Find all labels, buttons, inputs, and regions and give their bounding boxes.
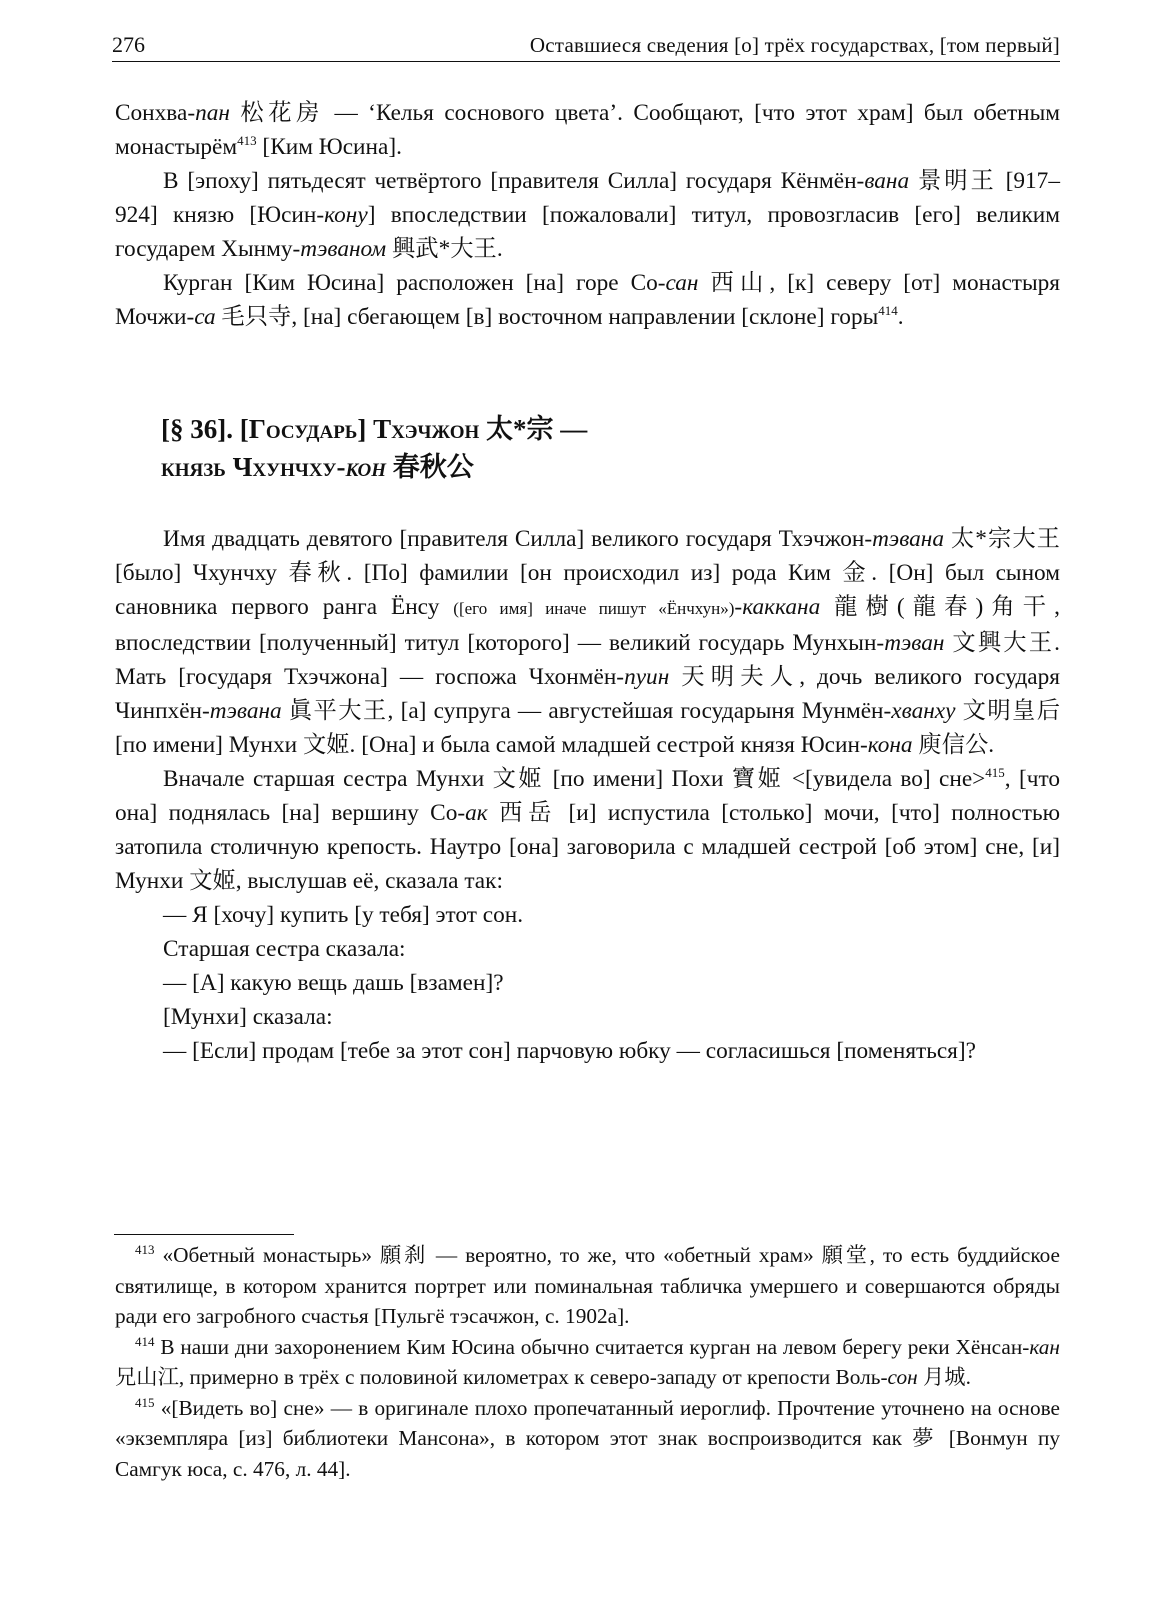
footnote-415 (115, 1393, 1060, 1485)
text-run: 龍樹(龍春)角干, впоследствии [полученный] титул [которого] — великий государь Мунхын- (115, 594, 1060, 656)
text-run: 天明夫人, дочь великого государя Чинпхён- (115, 664, 1061, 724)
dialogue-line: — Я [хочу] купить [у тебя] этот сон. (163, 902, 524, 928)
italic-term: кан (1029, 1334, 1060, 1359)
heading-line (161, 448, 1060, 486)
text-run: [Ким Юсина]. (256, 134, 402, 160)
italic-term: кона (867, 732, 913, 758)
footnote-text: В наши дни захоронением Ким Юсина обычно считается курган на левом берегу реки Хёнсан- (154, 1334, 1030, 1359)
footnote-414 (115, 1332, 1060, 1393)
paragraph (115, 762, 1060, 898)
paragraph (115, 96, 1060, 164)
text-run: 西山, [к] северу [от] монастыря Мочжи- (115, 270, 1060, 330)
italic-term: тэвана (872, 526, 944, 552)
italic-term: кон (345, 452, 386, 482)
paragraph (115, 164, 1060, 266)
footnote-number: 414 (135, 1333, 155, 1349)
text-run: 松花房 — ‘Келья соснового цвета’. Сообщают, [что этот храм] был обетным монастырём (115, 100, 1060, 160)
footnotes (115, 1240, 1060, 1484)
main-text (115, 96, 1060, 1068)
italic-term: са (194, 304, 216, 330)
italic-term: кону (324, 202, 368, 228)
section-heading (115, 410, 1060, 486)
italic-term: тэвана (209, 698, 282, 724)
text-run: 文明皇后 [по имени] Мунхи 文姬. [Она] и была самой младшей сестрой князя Юсин- (115, 698, 1060, 758)
footnote-number: 413 (135, 1241, 155, 1257)
footnote-text: 月城. (917, 1365, 971, 1389)
italic-term: хванху (891, 698, 956, 724)
footnote-ref[interactable]: 415 (985, 765, 1005, 781)
italic-term: пан (195, 100, 230, 126)
text-run: Имя двадцать девятого [правителя Силла] великого государя Тхэчжон- (163, 526, 873, 552)
text-run: 景明王 [917–924] князю [Юсин- (115, 168, 1060, 228)
text-run: 西岳 [и] испустила [столько] мочи, [что] полностью затопила столичную крепость. Наутро [она] заговорила с младшей сестрой [об этом] сне, [и] Мунхи 文姬, выслушав её, сказала так: (115, 800, 1060, 894)
text-run: князь Чхунчху- (161, 452, 346, 482)
page-number: 276 (112, 32, 145, 57)
dialogue-line: — [Если] продам [тебе за этот сон] парчовую юбку — согласишься [поменяться]? (163, 1038, 976, 1064)
footnote-413 (115, 1240, 1060, 1332)
text-run: 文興大王. Мать [государя Тхэчжона] — госпожа Чхонмён- (115, 630, 1060, 690)
text-run: 興武*大王. (386, 236, 503, 262)
text-run: 庾信公. (912, 732, 995, 758)
text-run: Курган [Ким Юсина] расположен [на] горе Со- (163, 270, 666, 296)
footnote-text: «[Видеть во] сне» — в оригинале плохо пропечатанный иероглиф. Прочтение уточнено на основе «экземпляра [из] библиотеки Мансона», в котором этот знак воспроизводится как 夢 [Вонмун пу Самгук юса, с. 476, л. 44]. (115, 1395, 1060, 1481)
italic-term: тэван (884, 630, 945, 656)
text-run: Вначале старшая сестра Мунхи 文姬 [по имени] Похи 寶姬 <[увидела во] сне> (163, 766, 986, 792)
text-run: 太*宗大王 [было] Чхунчху 春秋. [По] фамилии [он происходил из] рода Ким 金. [Он] был сыном сановника первого ранга Ёнсу (115, 526, 1060, 620)
text-run: - (734, 594, 743, 620)
text-run: 毛只寺, [на] сбегающем [в] восточном направлении [склоне] горы (215, 304, 879, 330)
paragraph (115, 266, 1060, 334)
text-run: , [что она] поднялась [на] вершину Со- (115, 766, 1060, 826)
text-run: Сонхва- (115, 100, 196, 126)
page-header (112, 32, 1060, 62)
italic-term: ак (465, 800, 488, 826)
footnote-divider (114, 1234, 294, 1235)
dialogue-line: — [А] какую вещь дашь [взамен]? (163, 970, 504, 996)
italic-term: сан (665, 270, 699, 296)
heading-line: [§ 36]. [Государь] Тхэчжон 太*宗 — (161, 414, 588, 444)
italic-term: вана (864, 168, 910, 194)
footnote-ref[interactable]: 414 (878, 303, 898, 319)
footnote-text: «Обетный монастырь» 願刹 — вероятно, то же, что «обетный храм» 願堂, то есть буддийское святилище, в котором хранится портрет или поминальная табличка умершего и совершаются обряды ради его загробного счастья [Пульгё тэсачжон, с. 1902а]. (115, 1243, 1060, 1328)
italic-term: тэваном (300, 236, 387, 262)
italic-term: каккана (742, 594, 821, 620)
footnote-text: 兄山江, примерно в трёх с половиной километрах к северо-западу от крепости Воль- (115, 1365, 888, 1389)
text-run: . (897, 304, 904, 330)
text-run: 眞平大王, [а] супруга — августейшая государыня Мунмён- (281, 698, 892, 724)
text-run: В [эпоху] пятьдесят четвёртого [правителя Силла] государя Кёнмён- (163, 168, 865, 194)
small-gloss: ([его имя] иначе пишут «Ёнчхун») (453, 599, 735, 618)
text-run: 春秋公 (385, 452, 474, 482)
italic-term: сон (887, 1365, 918, 1389)
footnote-ref[interactable]: 413 (237, 133, 257, 149)
running-title: Оставшиеся сведения [о] трёх государствах, [том первый] (529, 33, 1060, 57)
dialogue-line: Старшая сестра сказала: (163, 936, 406, 962)
italic-term: пуин (624, 664, 670, 690)
text-run: ] впоследствии [пожаловали] титул, провозгласив [его] великим государем Хынму- (115, 202, 1061, 262)
dialogue-line: [Мунхи] сказала: (163, 1004, 333, 1030)
paragraph (115, 522, 1060, 762)
footnote-number: 415 (135, 1394, 155, 1410)
